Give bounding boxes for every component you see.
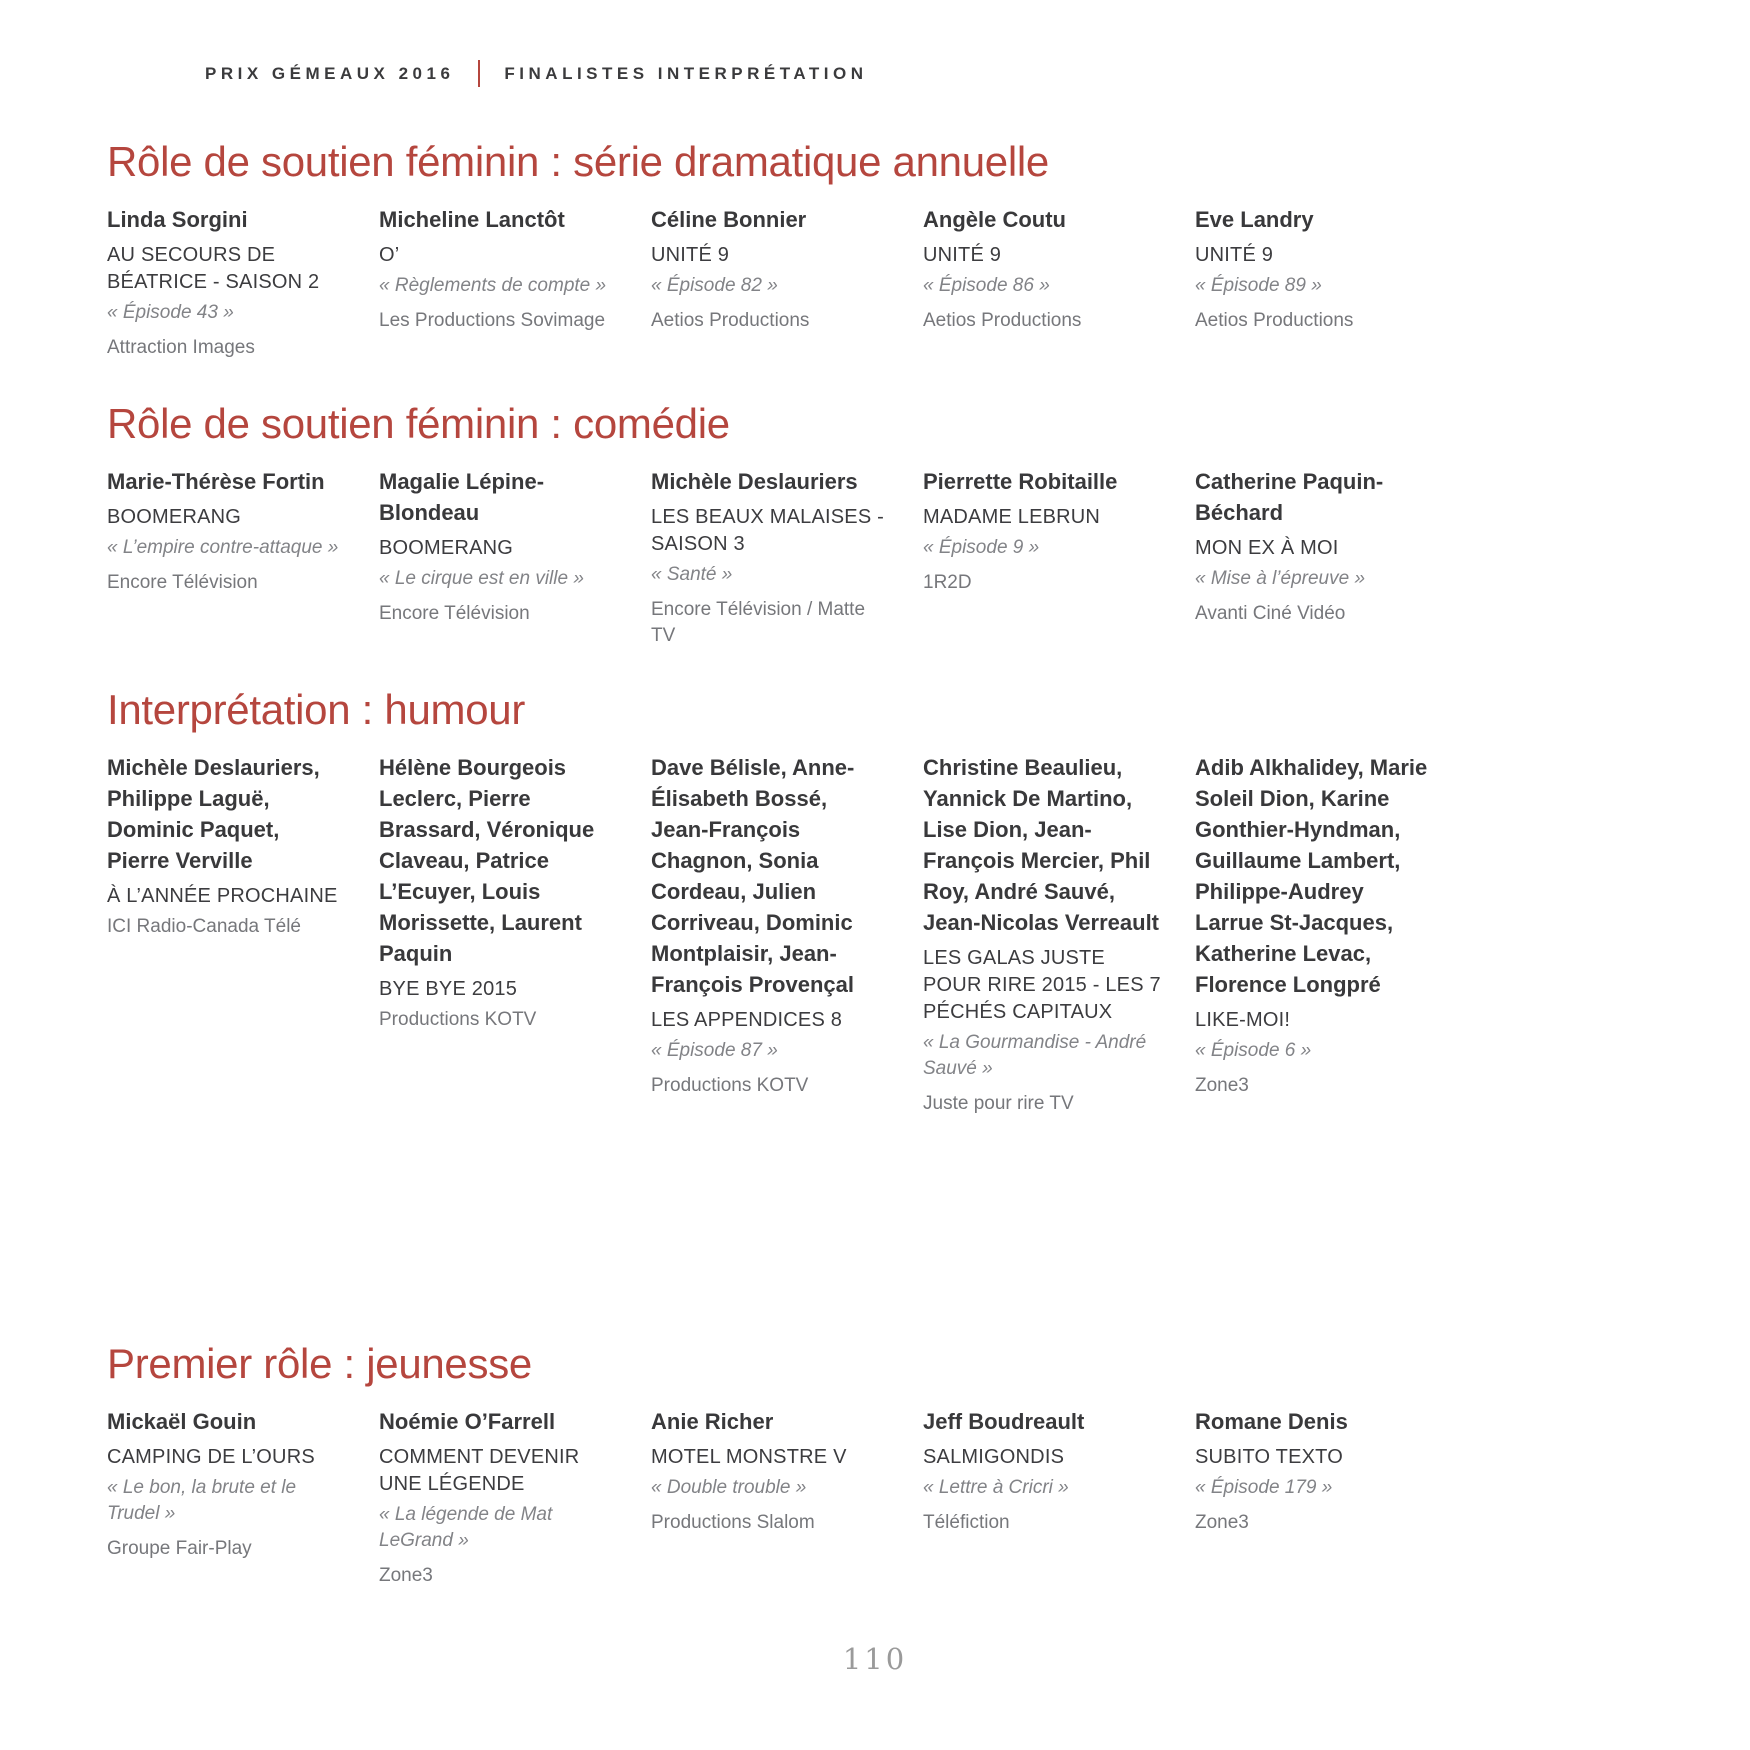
nominee-names: Adib Alkhalidey, Marie Soleil Dion, Karine Gonthier-Hyndman, Guillaume Lambert, Philippe-Audrey Larrue St-Jacques, Katherine Levac, Florence Longpré <box>1195 755 1428 997</box>
section-title: Rôle de soutien féminin : comédie <box>107 400 730 447</box>
episode-title: « Épisode 86 » <box>923 275 1050 296</box>
episode-title: « La légende de Mat LeGrand » <box>379 1504 553 1551</box>
nominee-entry <box>107 204 345 361</box>
nominee-entry <box>923 204 1161 334</box>
show-title: LES BEAUX MALAISES - SAISON 3 <box>651 506 884 555</box>
production-company: Encore Télévision / Matte TV <box>651 599 866 646</box>
nominee-names: Noémie O’Farrell <box>379 1409 556 1434</box>
production-company: Aetios Productions <box>1195 310 1354 331</box>
production-company: Téléfiction <box>923 1512 1010 1533</box>
nominee-names: Catherine Paquin-Béchard <box>1195 469 1384 525</box>
production-company: ICI Radio-Canada Télé <box>107 916 301 937</box>
show-title: AU SECOURS DE BÉATRICE - SAISON 2 <box>107 244 320 293</box>
production-company: Productions KOTV <box>651 1075 809 1096</box>
episode-title: « Épisode 43 » <box>107 302 234 323</box>
nominee-names: Romane Denis <box>1195 1409 1348 1434</box>
nominee-entry <box>1195 466 1433 627</box>
production-company: Juste pour rire TV <box>923 1093 1074 1114</box>
nominee-entry <box>1195 204 1433 334</box>
section-title: Rôle de soutien féminin : série dramatique annuelle <box>107 138 1049 185</box>
episode-title: « Lettre à Cricri » <box>923 1477 1069 1498</box>
nominee-entry <box>651 466 889 649</box>
nominee-names: Mickaël Gouin <box>107 1409 257 1434</box>
section-soutien-feminin-comedie <box>107 400 1690 649</box>
show-title: LES GALAS JUSTE POUR RIRE 2015 - LES 7 PÉCHÉS CAPITAUX <box>923 947 1161 1023</box>
production-company: Zone3 <box>1195 1512 1249 1533</box>
page-number: 110 <box>842 1642 908 1676</box>
production-company: Attraction Images <box>107 337 255 358</box>
nominee-names: Linda Sorgini <box>107 207 248 232</box>
show-title: MOTEL MONSTRE V <box>651 1446 847 1468</box>
show-title: À L’ANNÉE PROCHAINE <box>107 885 338 907</box>
episode-title: « Épisode 179 » <box>1195 1477 1333 1498</box>
production-company: Les Productions Sovimage <box>379 310 606 331</box>
episode-title: « Mise à l’épreuve » <box>1195 568 1366 589</box>
production-company: Aetios Productions <box>923 310 1082 331</box>
entries-row <box>107 1406 1690 1589</box>
nominee-entry <box>379 752 617 1033</box>
episode-title: « Épisode 89 » <box>1195 275 1322 296</box>
nominee-names: Jeff Boudreault <box>923 1409 1085 1434</box>
nominee-names: Pierrette Robitaille <box>923 469 1118 494</box>
show-title: UNITÉ 9 <box>651 244 730 266</box>
nominee-entry <box>923 1406 1161 1536</box>
episode-title: « Épisode 82 » <box>651 275 778 296</box>
nominee-entry <box>107 752 345 940</box>
show-title: SALMIGONDIS <box>923 1446 1065 1468</box>
production-company: 1R2D <box>923 572 972 593</box>
episode-title: « Épisode 87 » <box>651 1040 778 1061</box>
section-title: Interprétation : humour <box>107 686 526 733</box>
production-company: Productions Slalom <box>651 1512 815 1533</box>
episode-title: « L’empire contre-attaque » <box>107 537 339 558</box>
show-title: LES APPENDICES 8 <box>651 1009 843 1031</box>
entries-row <box>107 466 1690 649</box>
episode-title: « Règlements de compte » <box>379 275 607 296</box>
episode-title: « Le cirque est en ville » <box>379 568 584 589</box>
entries-row <box>107 752 1690 1117</box>
page-footer <box>0 1642 1750 1676</box>
nominee-names: Céline Bonnier <box>651 207 807 232</box>
show-title: CAMPING DE L’OURS <box>107 1446 315 1468</box>
nominee-names: Marie-Thérèse Fortin <box>107 469 325 494</box>
section-soutien-feminin-dramatique <box>107 138 1690 361</box>
production-company: Aetios Productions <box>651 310 810 331</box>
nominee-names: Michèle Deslauriers <box>651 469 858 494</box>
header-separator <box>478 60 480 87</box>
production-company: Zone3 <box>1195 1075 1249 1096</box>
nominee-names: Eve Landry <box>1195 207 1314 232</box>
episode-title: « La Gourmandise - André Sauvé » <box>923 1032 1147 1079</box>
show-title: LIKE-MOI! <box>1195 1009 1291 1031</box>
nominee-names: Angèle Coutu <box>923 207 1066 232</box>
nominee-entry <box>1195 1406 1433 1536</box>
nominee-names: Hélène Bourgeois Leclerc, Pierre Brassard, Véronique Claveau, Patrice L’Ecuyer, Louis Morissette, Laurent Paquin <box>379 755 595 966</box>
show-title: UNITÉ 9 <box>923 244 1002 266</box>
production-company: Productions KOTV <box>379 1009 537 1030</box>
nominee-entry <box>923 466 1161 596</box>
entries-row <box>107 204 1690 361</box>
episode-title: « Santé » <box>651 564 733 585</box>
nominee-entry <box>651 204 889 334</box>
nominee-entry <box>651 1406 889 1536</box>
show-title: SUBITO TEXTO <box>1195 1446 1343 1468</box>
nominee-names: Christine Beaulieu, Yannick De Martino, Lise Dion, Jean-François Mercier, Phil Roy, André Sauvé, Jean-Nicolas Verreault <box>923 755 1160 935</box>
nominee-names: Anie Richer <box>651 1409 774 1434</box>
nominee-entry <box>1195 752 1433 1099</box>
show-title: O’ <box>379 244 400 266</box>
show-title: BOOMERANG <box>379 537 514 559</box>
production-company: Avanti Ciné Vidéo <box>1195 603 1346 624</box>
nominee-names: Dave Bélisle, Anne-Élisabeth Bossé, Jean-François Chagnon, Sonia Cordeau, Julien Corriveau, Dominic Montplaisir, Jean-François Provençal <box>651 755 855 997</box>
show-title: COMMENT DEVENIR UNE LÉGENDE <box>379 1446 580 1495</box>
nominee-entry <box>379 204 617 334</box>
nominee-entry <box>651 752 889 1099</box>
episode-title: « Double trouble » <box>651 1477 807 1498</box>
nominee-entry <box>107 1406 345 1562</box>
nominee-entry <box>107 466 345 596</box>
show-title: BOOMERANG <box>107 506 242 528</box>
header-category-label: FINALISTES INTERPRÉTATION <box>504 63 868 83</box>
section-premier-role-jeunesse <box>107 1340 1690 1589</box>
nominee-names: Michèle Deslauriers, Philippe Laguë, Dominic Paquet, Pierre Verville <box>107 755 320 873</box>
show-title: MADAME LEBRUN <box>923 506 1101 528</box>
header-award-label: PRIX GÉMEAUX 2016 <box>205 63 455 83</box>
section-interpretation-humour <box>107 686 1690 1117</box>
show-title: BYE BYE 2015 <box>379 978 518 1000</box>
section-title: Premier rôle : jeunesse <box>107 1340 532 1387</box>
nominee-names: Magalie Lépine-Blondeau <box>379 469 545 525</box>
show-title: MON EX À MOI <box>1195 537 1339 559</box>
nominee-entry <box>379 466 617 627</box>
report-header <box>205 60 868 87</box>
production-company: Encore Télévision <box>107 572 258 593</box>
nominee-names: Micheline Lanctôt <box>379 207 565 232</box>
production-company: Encore Télévision <box>379 603 530 624</box>
production-company: Groupe Fair-Play <box>107 1538 252 1559</box>
nominee-entry <box>923 752 1161 1117</box>
episode-title: « Épisode 9 » <box>923 537 1040 558</box>
show-title: UNITÉ 9 <box>1195 244 1274 266</box>
production-company: Zone3 <box>379 1565 433 1586</box>
episode-title: « Épisode 6 » <box>1195 1040 1312 1061</box>
episode-title: « Le bon, la brute et le Trudel » <box>107 1477 297 1524</box>
nominee-entry <box>379 1406 617 1589</box>
